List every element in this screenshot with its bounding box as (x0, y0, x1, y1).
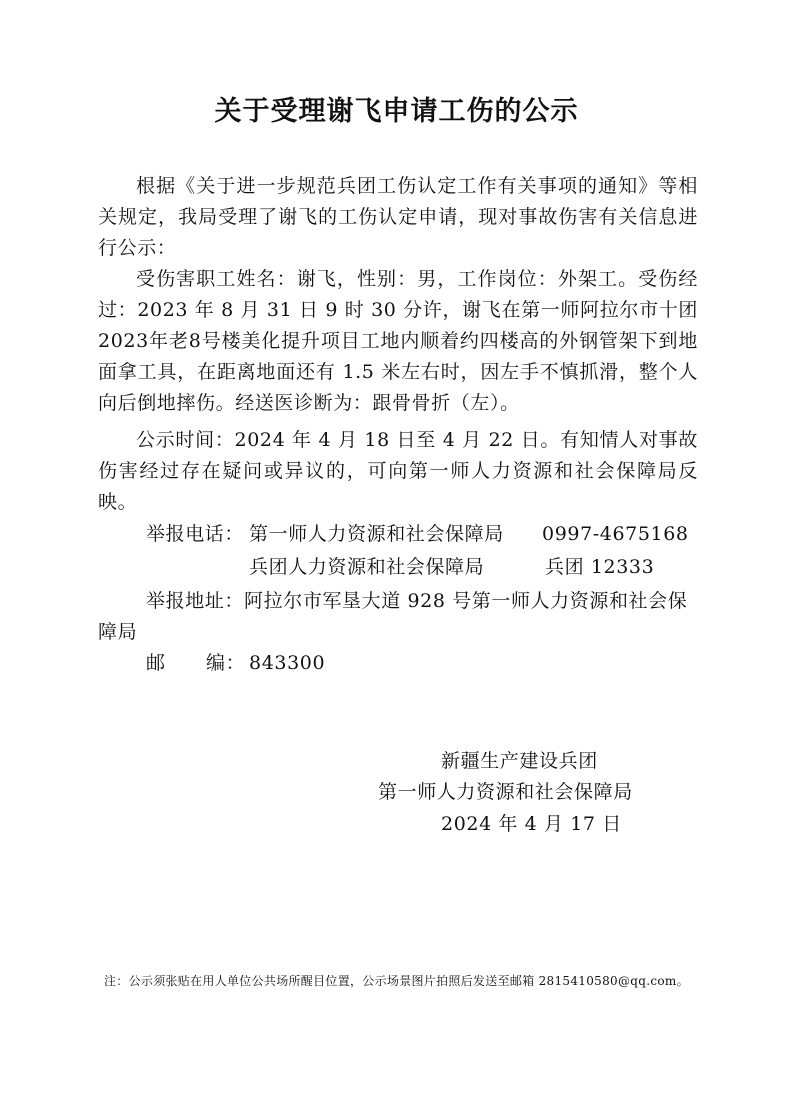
signature-org-line-1: 新疆生产建设兵团 (441, 750, 598, 772)
report-phone-line-1 (146, 519, 746, 550)
report-address-label: 举报地址： (146, 590, 245, 612)
report-address-line (98, 586, 698, 648)
postal-code-value: 843300 (249, 652, 326, 674)
paragraph-publicity-period (98, 425, 698, 518)
postal-code-label-part-2: 编： (206, 652, 246, 674)
report-phone-line-2 (249, 552, 793, 583)
report-phone-org: 第一师人力资源和社会保障局 (249, 523, 504, 545)
document-title: 关于受理谢飞申请工伤的公示 (214, 96, 579, 127)
report-phone-org: 兵团人力资源和社会保障局 (249, 556, 485, 578)
postal-code-label-part-1: 邮 (146, 652, 166, 674)
signature-org-line-2: 第一师人力资源和社会保障局 (378, 781, 633, 803)
paragraph-basis (98, 171, 698, 264)
postal-code-line (146, 648, 746, 679)
paragraph-text: 受伤害职工姓名：谢飞，性别：男，工作岗位：外架工。受伤经过：2023 年 8 月 31 日 9 时 30 分许，谢飞在第一师阿拉尔市十团2023年老8号楼美化提升项目工地内顺着约四楼高的外钢管架下到地面拿工具，在距离地面还有 1.5 米左右时，因左手不慎抓滑，整个人向后倒地摔伤。经送医诊断为：跟骨骨折（左）。 (98, 268, 698, 414)
paragraph-text: 根据《关于进一步规范兵团工伤认定工作有关事项的通知》等相关规定，我局受理了谢飞的工伤认定申请，现对事故伤害有关信息进行公示： (98, 175, 698, 259)
paragraph-text: 公示时间：2024 年 4 月 18 日至 4 月 22 日。有知情人对事故伤害经过存在疑问或异议的，可向第一师人力资源和社会保障局反映。 (98, 429, 698, 513)
paragraph-injury-details (98, 264, 698, 419)
report-phone-label: 举报电话： (146, 523, 245, 545)
report-phone-number: 兵团 12333 (545, 556, 655, 578)
signature-date: 2024 年 4 月 17 日 (441, 813, 622, 835)
report-phone-number: 0997-4675168 (542, 523, 689, 545)
footnote: 注：公示须张贴在用人单位公共场所醒目位置，公示场景图片拍照后发送至邮箱 2815410580@qq.com。 (104, 974, 689, 988)
report-address-value: 阿拉尔市军垦大道 928 号第一师人力资源和社会保障局 (98, 590, 688, 643)
